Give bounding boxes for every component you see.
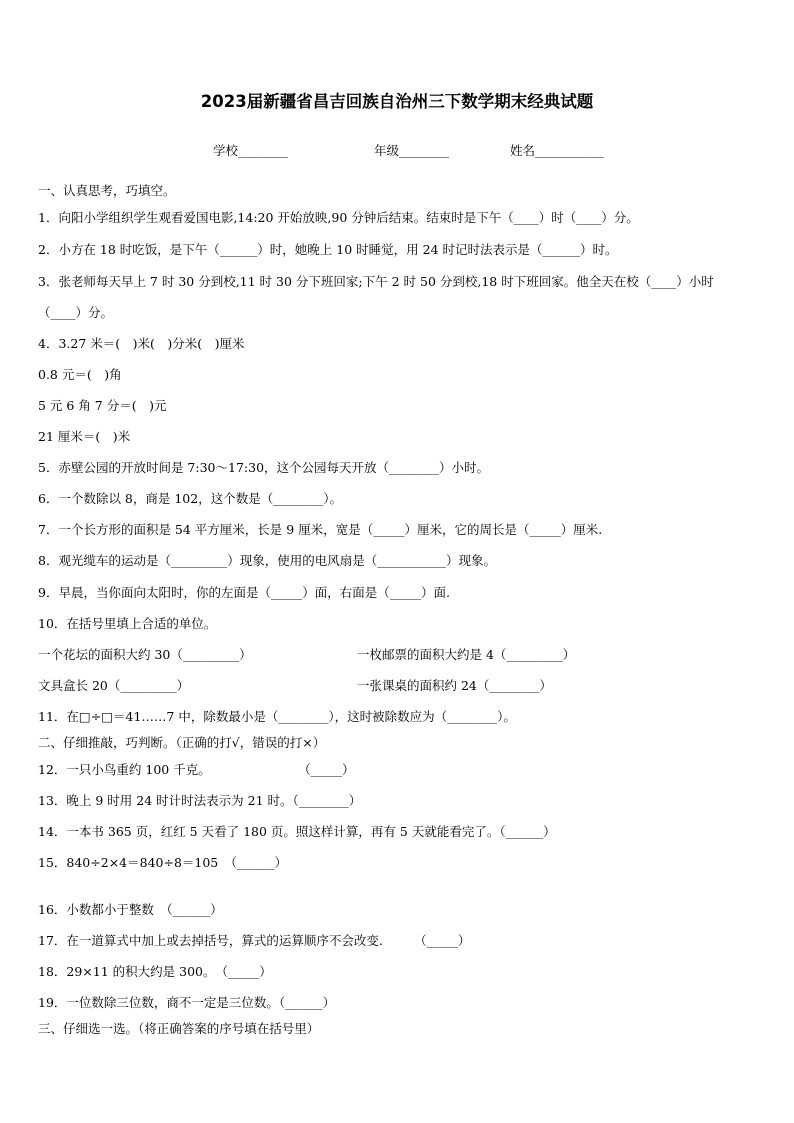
section-3-heading: 三、仔细选一选。（将正确答案的序号填在括号里） [38, 1021, 320, 1036]
question-6: 6．一个数除以 8，商是 102，这个数是（________）。 [38, 491, 342, 506]
question-16: 16．小数都小于整数 （______） [38, 902, 223, 917]
question-3-line-2: （____）分。 [38, 305, 114, 320]
question-10-item-a: 一个花坛的面积大约 30（_________） [38, 647, 252, 662]
grade-field: 年级________ [374, 143, 450, 158]
question-11: 11．在□÷□＝41……7 中，除数最小是（________），这时被除数应为（________）。 [38, 709, 516, 724]
question-4-part-4: 21 厘米＝( )米 [38, 429, 131, 444]
page-title: 2023届新疆省昌吉回族自治州三下数学期末经典试题 [200, 92, 594, 111]
school-field: 学校________ [213, 143, 289, 158]
question-18: 18．29×11 的积大约是 300。 （_____） [38, 964, 272, 979]
section-2-heading: 二、仔细推敲，巧判断。（正确的打√，错误的打×） [38, 735, 326, 750]
question-4-part-1: 4．3.27 米＝( )米( )分米( )厘米 [38, 336, 245, 351]
question-3-line-1: 3．张老师每天早上 7 时 30 分到校,11 时 30 分下班回家;下午 2 时 50 分到校,18 时下班回家。他全天在校（____）小时 [38, 274, 714, 289]
question-7: 7．一个长方形的面积是 54 平方厘米，长是 9 厘米，宽是（_____）厘米，它的周长是（_____）厘米. [38, 522, 603, 537]
question-15: 15．840÷2×4＝840÷8＝105 （______） [38, 855, 288, 870]
question-10-item-b: 一枚邮票的面积大约是 4（_________） [357, 647, 576, 662]
question-10-item-c: 文具盒长 20（_________） [38, 678, 190, 693]
question-17: 17．在一道算式中加上或去掉括号，算式的运算顺序不会改变. （_____） [38, 933, 471, 948]
question-12: 12．一只小鸟重约 100 千克。 （_____） [38, 762, 355, 777]
question-19: 19．一位数除三位数，商不一定是三位数。（______） [38, 995, 336, 1010]
question-8: 8．观光缆车的运动是（_________）现象，使用的电风扇是（___________）现象。 [38, 553, 496, 568]
question-9: 9．早晨，当你面向太阳时，你的左面是（_____）面，右面是（_____）面. [38, 585, 450, 600]
section-1-heading: 一、认真思考，巧填空。 [38, 183, 176, 198]
question-14: 14．一本书 365 页，红红 5 天看了 180 页。照这样计算，再有 5 天就能看完了。（______） [38, 824, 556, 839]
question-1: 1．向阳小学组织学生观看爱国电影,14:20 开始放映,90 分钟后结束。结束时是下午（____）时（____）分。 [38, 210, 639, 225]
question-4-part-2: 0.8 元＝( )角 [38, 367, 122, 382]
question-10-item-d: 一张课桌的面积约 24（________） [357, 678, 552, 693]
question-2: 2．小方在 18 时吃饭，是下午（______）时，她晚上 10 时睡觉，用 24 时记时法表示是（______）时。 [38, 242, 618, 257]
question-4-part-3: 5 元 6 角 7 分＝( )元 [38, 398, 167, 413]
question-13: 13．晚上 9 时用 24 时计时法表示为 21 时。（________） [38, 793, 362, 808]
question-5: 5．赤壁公园的开放时间是 7:30～17:30，这个公园每天开放（________）小时。 [38, 460, 490, 475]
question-10: 10．在括号里填上合适的单位。 [38, 616, 217, 631]
name-field: 姓名___________ [510, 143, 604, 158]
